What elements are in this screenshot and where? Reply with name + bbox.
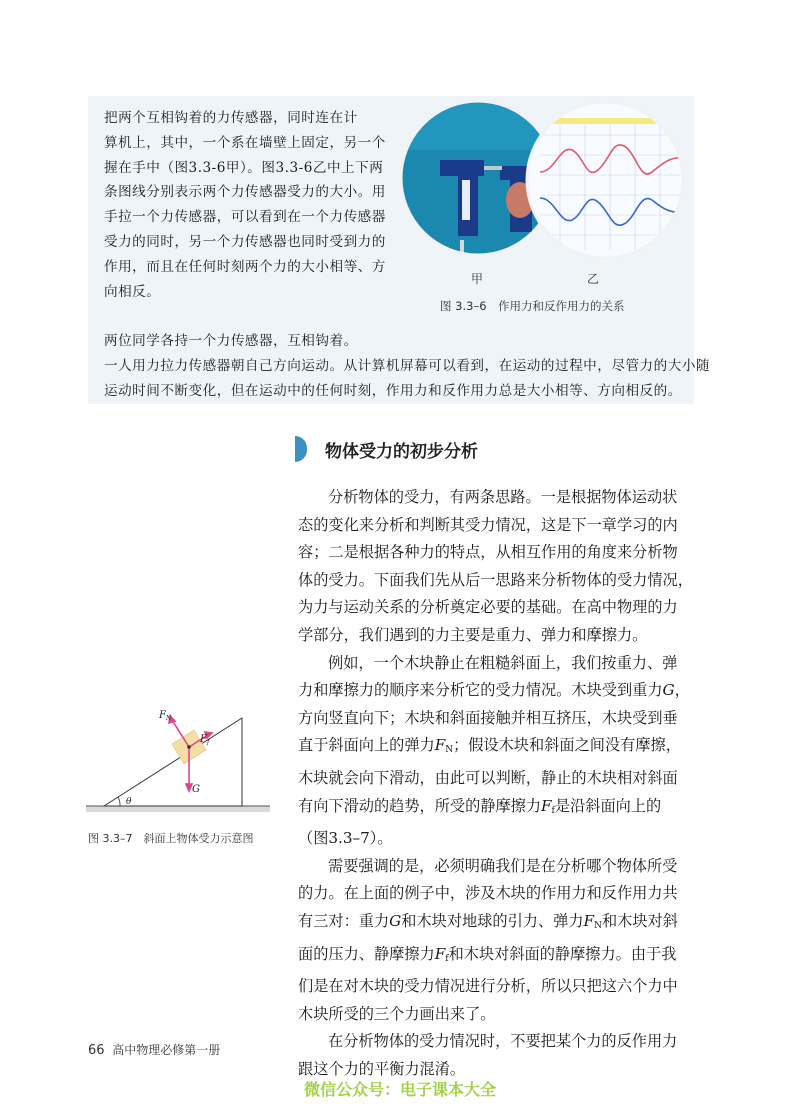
page-number: 66	[88, 1043, 105, 1058]
intro-line: 一人用力拉力传感器朝自己方向运动。从计算机屏幕可以看到，在运动的过程中，尽管力的大小随	[104, 357, 711, 374]
intro-line: 两位同学各持一个力传感器，互相钩着。	[104, 333, 358, 349]
watermark-text: 微信公众号：电子课本大全	[303, 1080, 496, 1099]
text-line: 木块所受的三个力画出来了。	[298, 1004, 496, 1023]
svg-text:FN	[158, 710, 172, 722]
main-text	[298, 484, 700, 1083]
text-line: 为力与运动关系的分析奠定必要的基础。在高中物理的力	[298, 598, 678, 617]
subscript-f: f	[445, 953, 449, 964]
text-fragment: 和木块对斜面的静摩擦力。由于我	[448, 944, 677, 963]
photo-caption: 图 3.3–6 作用力和反作用力的关系	[440, 299, 625, 313]
text-line	[298, 732, 700, 765]
label-FN: F	[159, 710, 166, 721]
text-line: 木块就会向下滑动，由此可以判断，静止的木块相对斜面	[298, 768, 678, 787]
symbol-G: G	[662, 681, 675, 700]
text-fragment: 有向下滑动的趋势，所受的静摩擦力	[298, 796, 541, 815]
text-line: 体的受力。下面我们先从后一思路来分析物体的受力情况，	[298, 570, 693, 589]
text-fragment: 力和摩擦力的顺序来分析它的受力情况。木块受到重力	[298, 681, 663, 700]
force-origin	[187, 745, 191, 749]
text-line: 容；二是根据各种力的特点，从相互作用的角度来分析物	[298, 543, 678, 562]
text-line: 在分析物体的受力情况时，不要把某个力的反作用力	[328, 1032, 678, 1051]
text-fragment: 直于斜面向上的弹力	[298, 736, 435, 755]
ground	[86, 806, 270, 812]
text-fragment: 和木块对地球的引力、弹力	[401, 911, 584, 930]
symbol-F: F	[434, 944, 446, 963]
incline-force-diagram	[86, 706, 270, 816]
symbol-F: F	[583, 911, 595, 930]
text-fragment: 有三对：重力	[298, 911, 390, 930]
photo-label-left: 甲	[471, 272, 484, 286]
symbol-F: F	[541, 796, 552, 815]
section-title: 物体受力的初步分析	[325, 442, 478, 462]
intro-line: 条图线分别表示两个力传感器受力的大小。用	[104, 184, 386, 201]
intro-line: 把两个互相钩着的力传感器，同时连在计	[104, 110, 358, 126]
intro-line: 受力的同时，另一个力传感器也同时受到力的	[104, 233, 386, 250]
text-line: 学部分，我们遇到的力主要是重力、弹力和摩擦力。	[298, 625, 648, 644]
text-fragment: ；假设木块和斜面之间没有摩擦，	[453, 736, 681, 755]
text-fragment: 是沿斜面向上的	[554, 796, 662, 815]
label-Ff: F	[200, 734, 207, 745]
text-line: 态的变化来分析和判断其受力情况，这是下一章学习的内	[298, 515, 678, 534]
subscript-N: N	[594, 920, 602, 931]
text-line	[298, 677, 700, 705]
text-line: 需要强调的是，必须明确我们是在分析哪个物体所受	[328, 856, 678, 875]
text-line	[298, 793, 700, 826]
subscript-f: f	[551, 805, 555, 816]
graph-photo-circle	[520, 100, 690, 270]
label-FN-sub: N	[165, 715, 172, 722]
text-line	[298, 941, 700, 974]
intro-paragraph	[104, 106, 386, 304]
text-fragment: 和木块对斜	[601, 911, 678, 930]
text-line: 的力。在上面的例子中，涉及木块的作用力和反作用力共	[298, 884, 678, 903]
text-fragment: 面的压力、静摩擦力	[298, 944, 435, 963]
text-line: 例如，一个木块静止在粗糙斜面上，我们按重力、弹	[328, 653, 678, 672]
intro-line: 作用，而且在任何时刻两个力的大小相等、方	[104, 258, 386, 275]
intro-line: 向相反。	[104, 283, 161, 300]
text-line: （图3.3–7）。	[298, 829, 393, 848]
text-line	[298, 908, 700, 941]
figure-caption: 图 3.3–7 斜面上物体受力示意图	[88, 832, 254, 845]
label-theta: θ	[126, 797, 132, 807]
intro-tail-paragraph	[104, 329, 711, 403]
photo-label-right: 乙	[587, 272, 600, 286]
force-sensor-photo	[400, 100, 690, 270]
text-line: 跟这个力的平衡力混淆。	[298, 1059, 466, 1078]
label-G: G	[192, 784, 200, 795]
intro-line: 握在手中（图3.3-6甲）。图3.3-6乙中上下两	[104, 159, 384, 176]
symbol-G: G	[389, 911, 402, 930]
incline	[104, 718, 242, 806]
text-line: 分析物体的受力，有两条思路。一是根据物体运动状	[328, 488, 678, 506]
text-line: 方向竖直向下；木块和斜面接触并相互挤压，木块受到垂	[298, 708, 678, 727]
label-Ff-sub: f	[206, 739, 210, 746]
symbol-F: F	[434, 736, 446, 755]
section-marker	[295, 436, 307, 462]
subscript-N: N	[445, 745, 454, 756]
intro-line: 算机上，其中，一个系在墙壁上固定，另一个	[104, 134, 386, 151]
intro-line: 手拉一个力传感器，可以看到在一个力传感器	[104, 209, 386, 226]
text-fragment: ，	[674, 681, 690, 700]
intro-line: 运动时间不断变化，但在运动中的任何时刻，作用力和反作用力总是大小相等、方向相反的。	[104, 382, 682, 399]
book-title: 高中物理必修第一册	[112, 1043, 221, 1057]
page-footer	[88, 1041, 220, 1058]
text-line: 们是在对木块的受力情况进行分析，所以只把这六个力中	[298, 977, 678, 996]
